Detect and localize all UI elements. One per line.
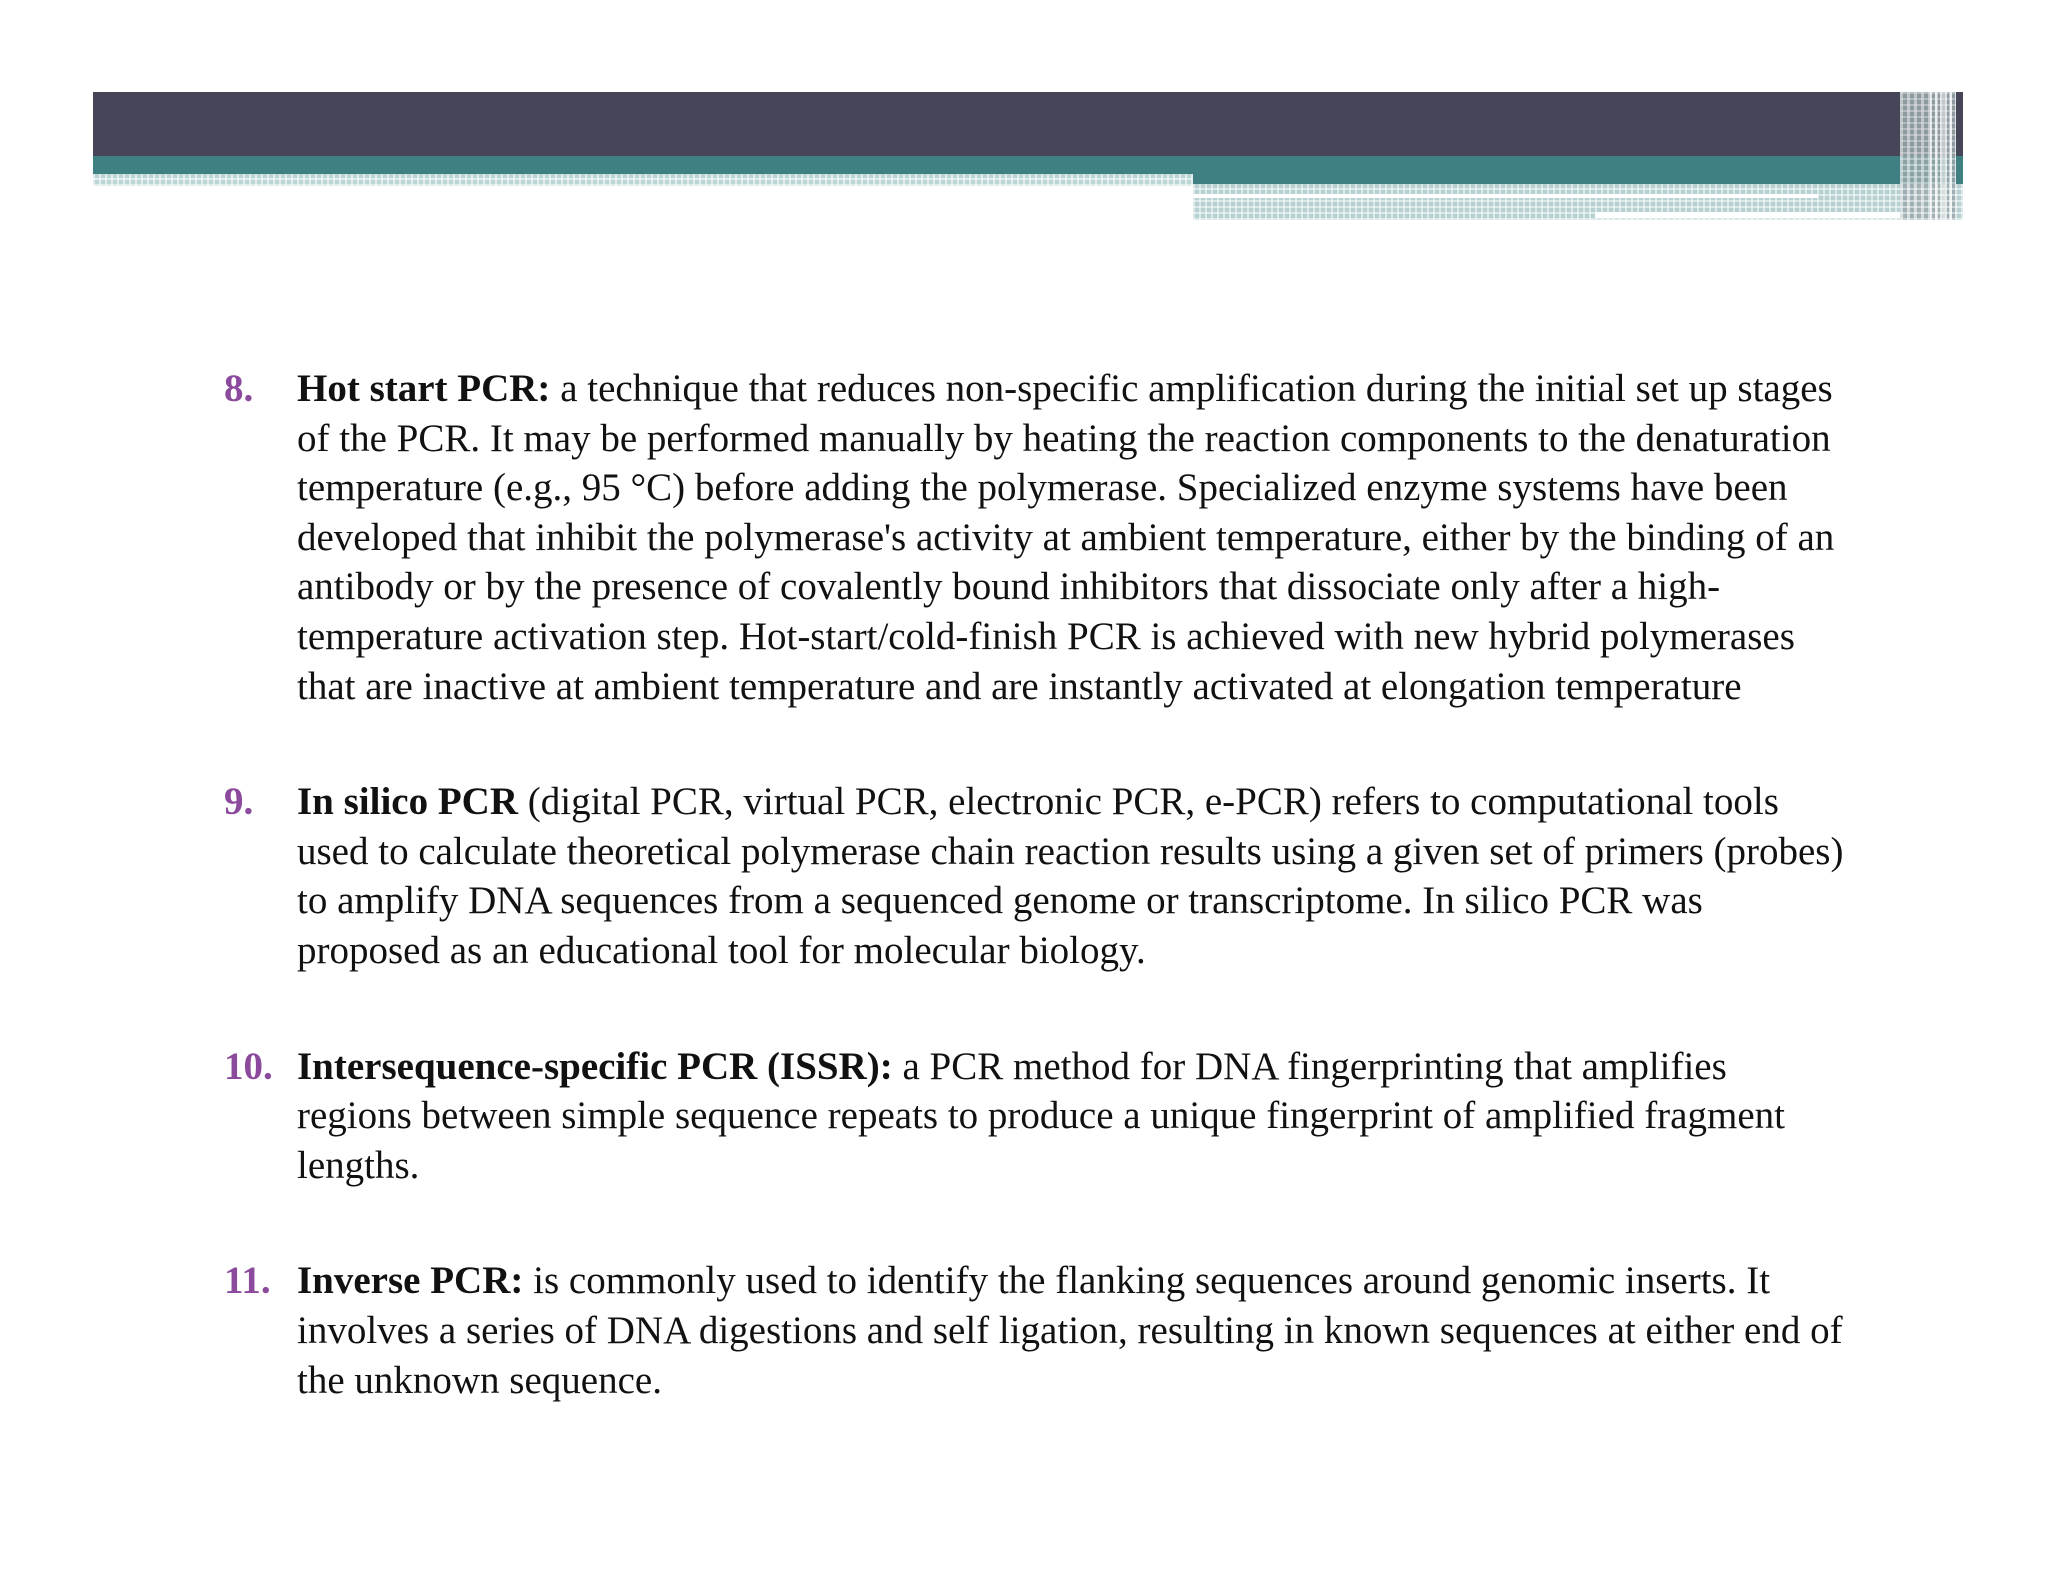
banner-teal-band-right: [1193, 156, 1963, 184]
list-term: Inverse PCR:: [297, 1259, 524, 1303]
list-number: 11.: [224, 1259, 271, 1303]
list-body: (digital PCR, virtual PCR, electronic PCR, e-PCR) refers to computational tools used to calculate theoretical polymerase chain reaction results using a given set of primers (probes) to amplify DNA sequences from a sequenced genome or transcriptome. In silico PCR was proposed as an educational tool for molecular biology.: [297, 780, 1844, 972]
list-body: is commonly used to identify the flanking sequences around genomic inserts. It involves a series of DNA digestions and self ligation, resulting in known sequences at either end of the unknown sequence.: [297, 1259, 1843, 1402]
list-item-11: [224, 1256, 1844, 1405]
list-text: [297, 777, 1844, 975]
list-body: a technique that reduces non-specific amplification during the initial set up stages of the PCR. It may be performed manually by heating the reaction components to the denaturation temperature (e.g., 95 °C) before adding the polymerase. Specialized enzyme systems have been developed that inhibit the polymerase's activity at ambient temperature, either by the binding of an antibody or by the presence of covalently bound inhibitors that dissociate only after a high-temperature activation step. Hot-start/cold-finish PCR is achieved with new hybrid polymerases that are inactive at ambient temperature and are instantly activated at elongation temperature: [297, 367, 1835, 708]
list-number: 8.: [224, 367, 254, 410]
list-item-9: [224, 777, 1844, 975]
list-item-10: [224, 1042, 1844, 1191]
list-text: [297, 1256, 1844, 1405]
list-number: 9.: [224, 780, 254, 824]
list-term: Hot start PCR:: [297, 367, 551, 410]
list-number: 10.: [224, 1044, 273, 1088]
banner-dark-band: [93, 92, 1963, 156]
list-term: In silico PCR: [297, 780, 519, 824]
list-text: [297, 1042, 1844, 1191]
banner-accent-line: [1595, 212, 1905, 218]
list-body: a PCR method for DNA fingerprinting that amplifies regions between simple sequence repeats to produce a unique fingerprint of amplified fragment lengths.: [297, 1044, 1785, 1187]
list-item-8: [224, 364, 1844, 711]
banner-grid-strip-left: [93, 174, 1193, 186]
banner-accent-line: [1193, 194, 1818, 198]
list-text: [297, 364, 1844, 711]
list-term: Intersequence-specific PCR (ISSR):: [297, 1044, 893, 1088]
slide-content: [224, 364, 1844, 1405]
header-banner: [0, 0, 2048, 230]
banner-end-cap-texture: [1930, 92, 1956, 220]
